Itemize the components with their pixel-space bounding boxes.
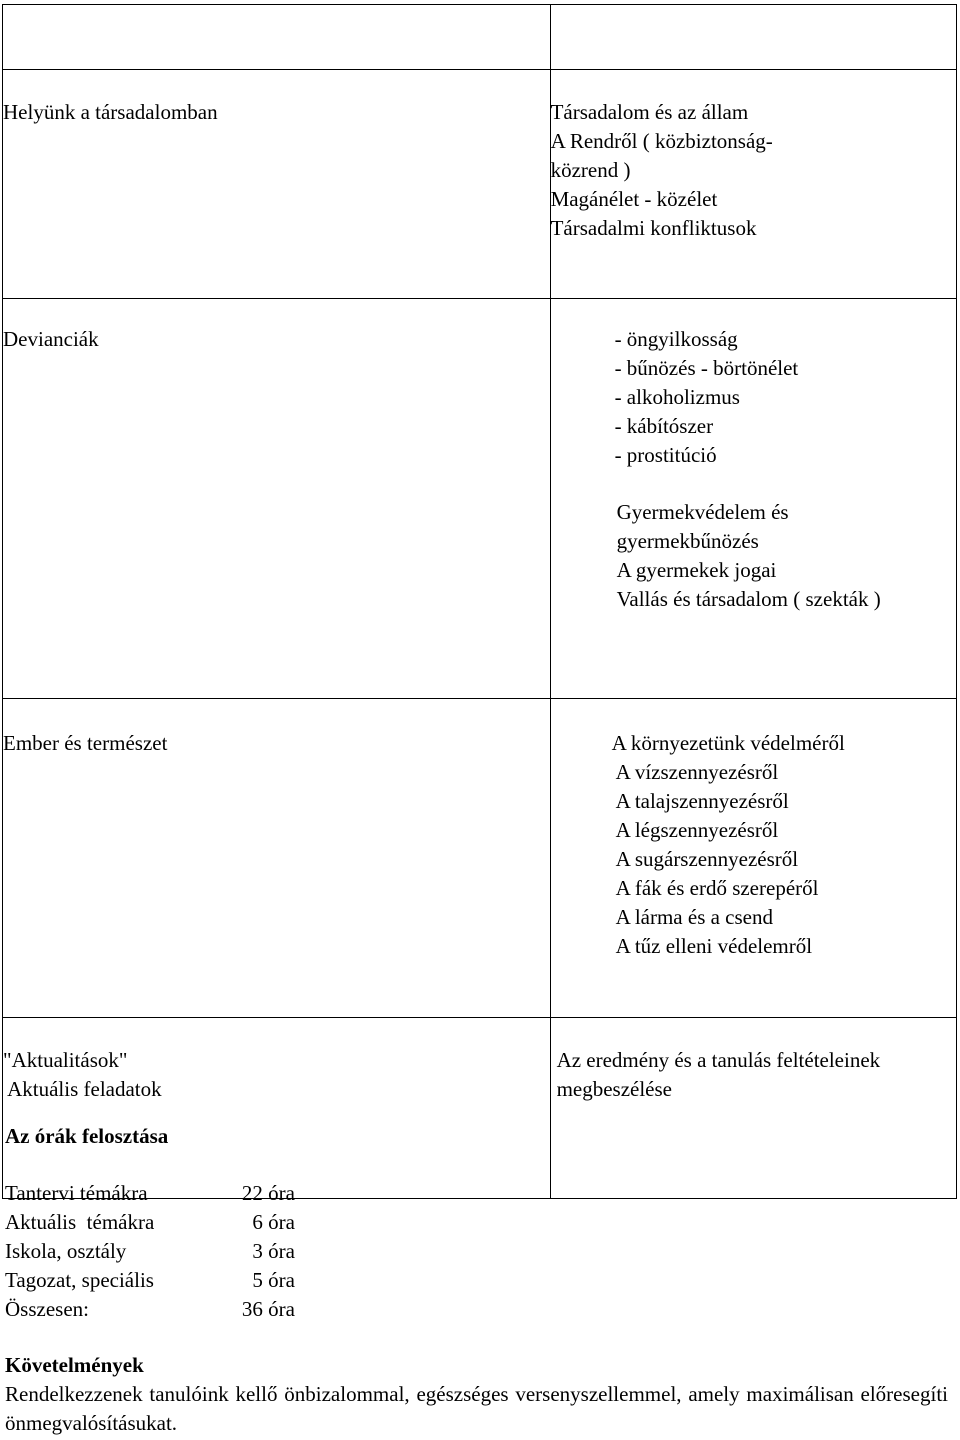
curriculum-table <box>2 4 957 1199</box>
content-line: A Rendről ( közbiztonság- <box>550 129 773 153</box>
table-cell-topic <box>3 299 551 699</box>
table-cell-content <box>550 299 956 699</box>
hours-allocation-section <box>5 1122 950 1324</box>
spacer <box>615 470 956 498</box>
content-line: megbeszélése <box>556 1077 673 1101</box>
content-line: A lárma és a csend <box>615 905 774 929</box>
table-cell-content <box>550 699 956 1018</box>
requirements-heading: Követelmények <box>5 1353 144 1377</box>
hours-row <box>5 1237 950 1266</box>
hours-label: Tagozat, speciális <box>5 1268 154 1292</box>
hours-heading: Az órák felosztása <box>5 1124 169 1148</box>
topic-title: Devianciák <box>3 327 99 351</box>
table-row <box>3 699 957 1018</box>
table-row-empty <box>3 5 957 70</box>
content-line: - alkoholizmus <box>614 385 740 409</box>
content-line: A sugárszennyezésről <box>615 847 799 871</box>
hours-row <box>5 1208 950 1237</box>
content-line: A tűz elleni védelemről <box>615 934 813 958</box>
table-cell-topic <box>3 70 551 299</box>
hours-list <box>5 1179 950 1324</box>
hours-row <box>5 1266 950 1295</box>
content-line: Magánélet - közélet <box>550 187 718 211</box>
requirements-section <box>5 1351 948 1438</box>
content-line: A vízszennyezésről <box>615 760 779 784</box>
hours-row <box>5 1179 950 1208</box>
content-line: Az eredmény és a tanulás feltételeinek <box>556 1048 881 1072</box>
table-row <box>3 299 957 699</box>
content-line: - kábítószer <box>614 414 714 438</box>
content-line: - öngyilkosság <box>614 327 738 351</box>
topic-title: Helyünk a társadalomban <box>3 100 218 124</box>
content-line: - bűnözés - börtönélet <box>614 356 799 380</box>
table-row <box>3 70 957 299</box>
hours-label: Iskola, osztály <box>5 1239 127 1263</box>
content-line: A légszennyezésről <box>615 818 779 842</box>
content-line: A talajszennyezésről <box>615 789 789 813</box>
hours-label: Összesen: <box>5 1297 89 1321</box>
hours-value: 6 óra <box>252 1210 295 1234</box>
content-line: A környezetünk védelméről <box>611 731 845 755</box>
table-cell-topic <box>3 699 551 1018</box>
content-line: gyermekbűnözés <box>616 529 759 553</box>
requirements-text: Rendelkezzenek tanulóink kellő önbizalommal, egészséges versenyszellemmel, amely maximálisan előresegíti önmegvalósításukat. <box>5 1382 948 1435</box>
content-line: Vallás és társadalom ( szekták ) <box>616 587 881 611</box>
table-cell-content <box>550 70 956 299</box>
topic-title: Ember és természet <box>3 731 168 755</box>
content-line: - prostitúció <box>614 443 717 467</box>
content-line: Társadalom és az állam <box>550 100 749 124</box>
content-line: A fák és erdő szerepéről <box>615 876 819 900</box>
topic-subtitle: Aktuális feladatok <box>3 1077 162 1101</box>
topic-title: "Aktualitások" <box>3 1048 128 1072</box>
table-cell-topic <box>3 5 551 70</box>
hours-label: Tantervi témákra <box>5 1181 148 1205</box>
content-line: közrend ) <box>550 158 631 182</box>
content-line: Gyermekvédelem és <box>616 500 789 524</box>
content-line: Társadalmi konfliktusok <box>550 216 757 240</box>
content-line: A gyermekek jogai <box>616 558 777 582</box>
hours-value: 22 óra <box>241 1181 295 1205</box>
hours-value: 5 óra <box>252 1268 295 1292</box>
hours-row <box>5 1295 950 1324</box>
hours-value: 36 óra <box>241 1297 295 1321</box>
hours-label: Aktuális témákra <box>5 1210 155 1234</box>
hours-value: 3 óra <box>252 1239 295 1263</box>
table-cell-content <box>550 5 956 70</box>
